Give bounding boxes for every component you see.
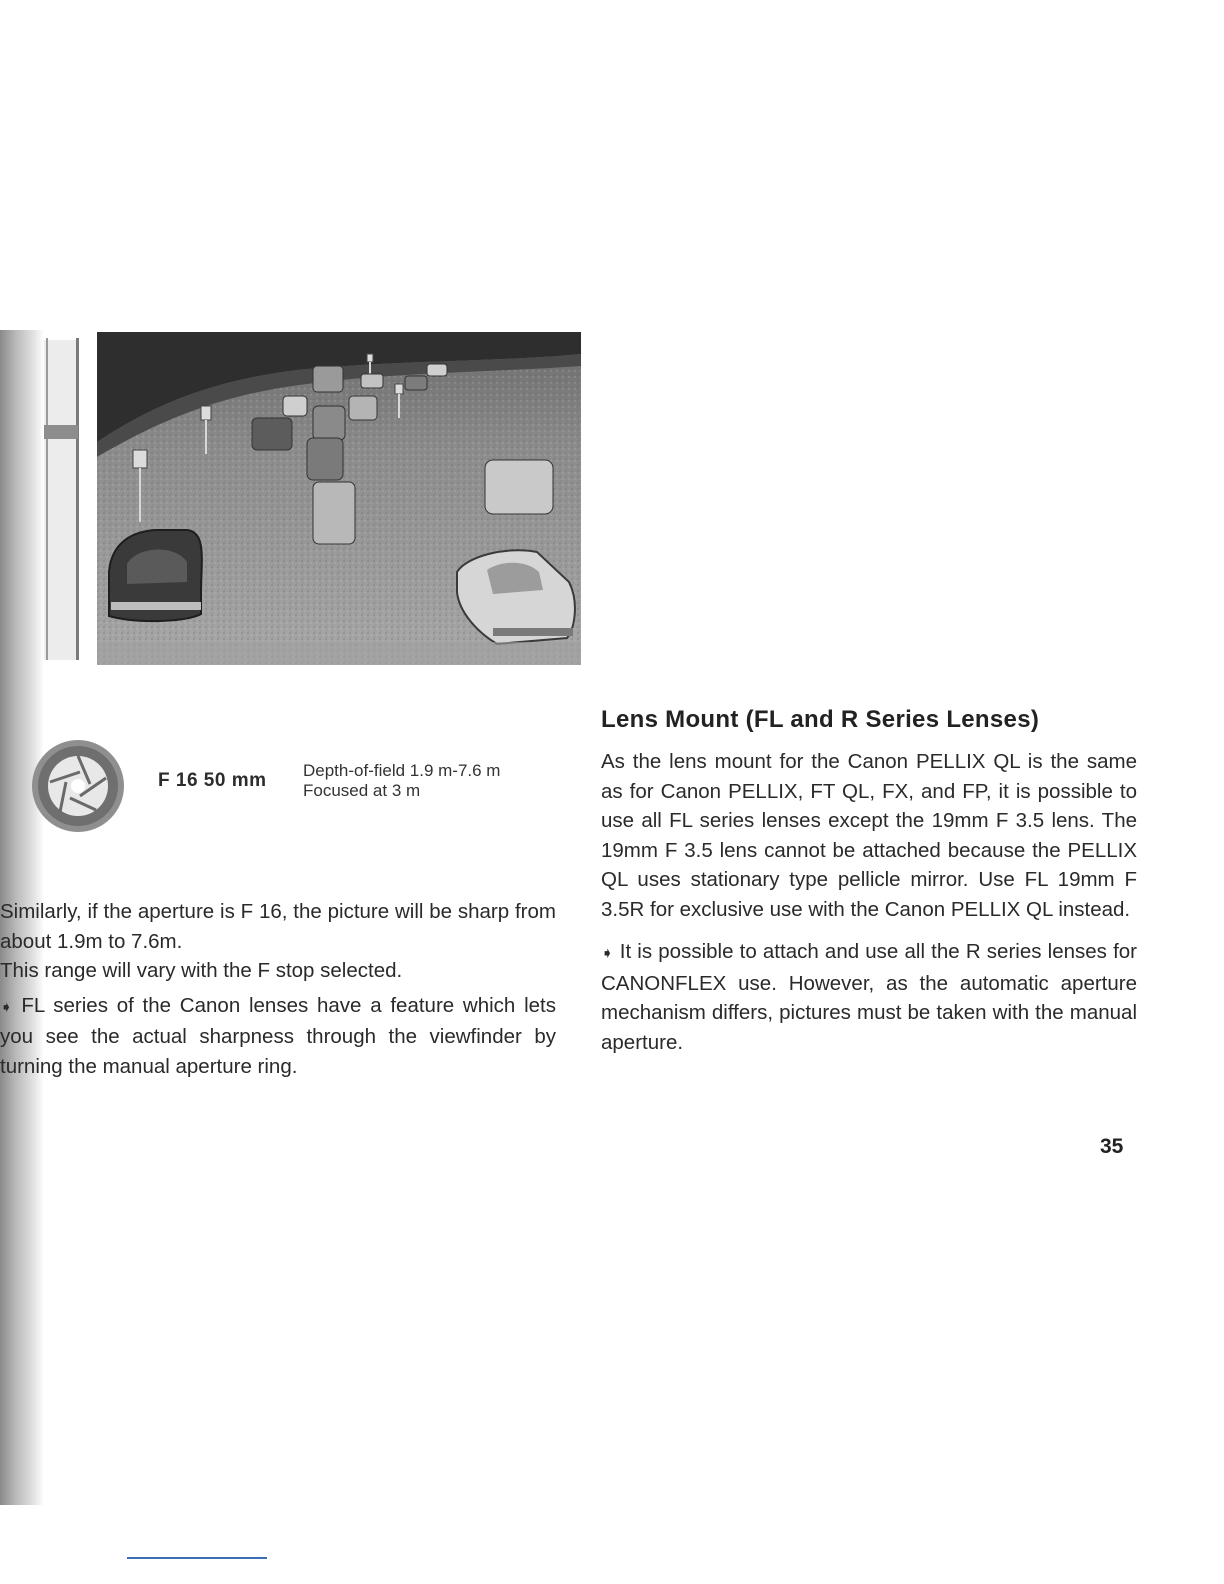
right-column-text [601, 747, 1137, 1057]
lens-setting-label: F 16 50 mm [158, 770, 267, 791]
aperture-icon [30, 738, 126, 834]
focus-distance: Focused at 3 m [303, 781, 421, 800]
right-bullet-1 [601, 937, 1137, 1057]
depth-of-field-caption [303, 761, 500, 801]
left-bullet-1 [0, 991, 556, 1082]
footer-rule [127, 1557, 267, 1559]
left-paragraph-1a: Similarly, if the aperture is F 16, the picture will be sharp from about 1.9m to 7.6m. [0, 900, 556, 953]
right-paragraph-1: As the lens mount for the Canon PELLIX QL is the same as for Canon PELLIX, FT QL, FX, and FP, it is possible to use all FL series lenses except the 19mm F 3.5 lens. The 19mm F 3.5 lens cannot be attached because the PELLIX QL uses stationary type pellicle mirror. Use FL 19mm F 3.5R for exclusive use with the Canon PELLIX QL instead. [601, 750, 1137, 921]
arrow-bullet-icon: ➧ [0, 998, 13, 1016]
depth-of-field-range: Depth-of-field 1.9 m-7.6 m [303, 761, 501, 780]
depth-of-field-photo [97, 332, 581, 665]
binding-band [44, 340, 78, 660]
section-heading: Lens Mount (FL and R Series Lenses) [601, 706, 1040, 733]
page-number: 35 [1100, 1135, 1124, 1158]
binding-marker [44, 425, 78, 439]
left-bullet-1-text: FL series of the Canon lenses have a feature which lets you see the actual sharpness through the viewfinder by turning the manual aperture ring. [0, 993, 556, 1078]
arrow-bullet-icon: ➧ [601, 945, 614, 962]
binding-rule-left [46, 338, 48, 660]
left-paragraph-1b: This range will vary with the F stop selected. [0, 959, 403, 982]
binding-rule-right [76, 338, 79, 660]
left-column-text [0, 897, 556, 1081]
right-bullet-1-text: It is possible to attach and use all the R series lenses for CANONFLEX use. However, as the automatic aperture mechanism differs, pictures must be taken with the manual aperture. [601, 940, 1137, 1054]
